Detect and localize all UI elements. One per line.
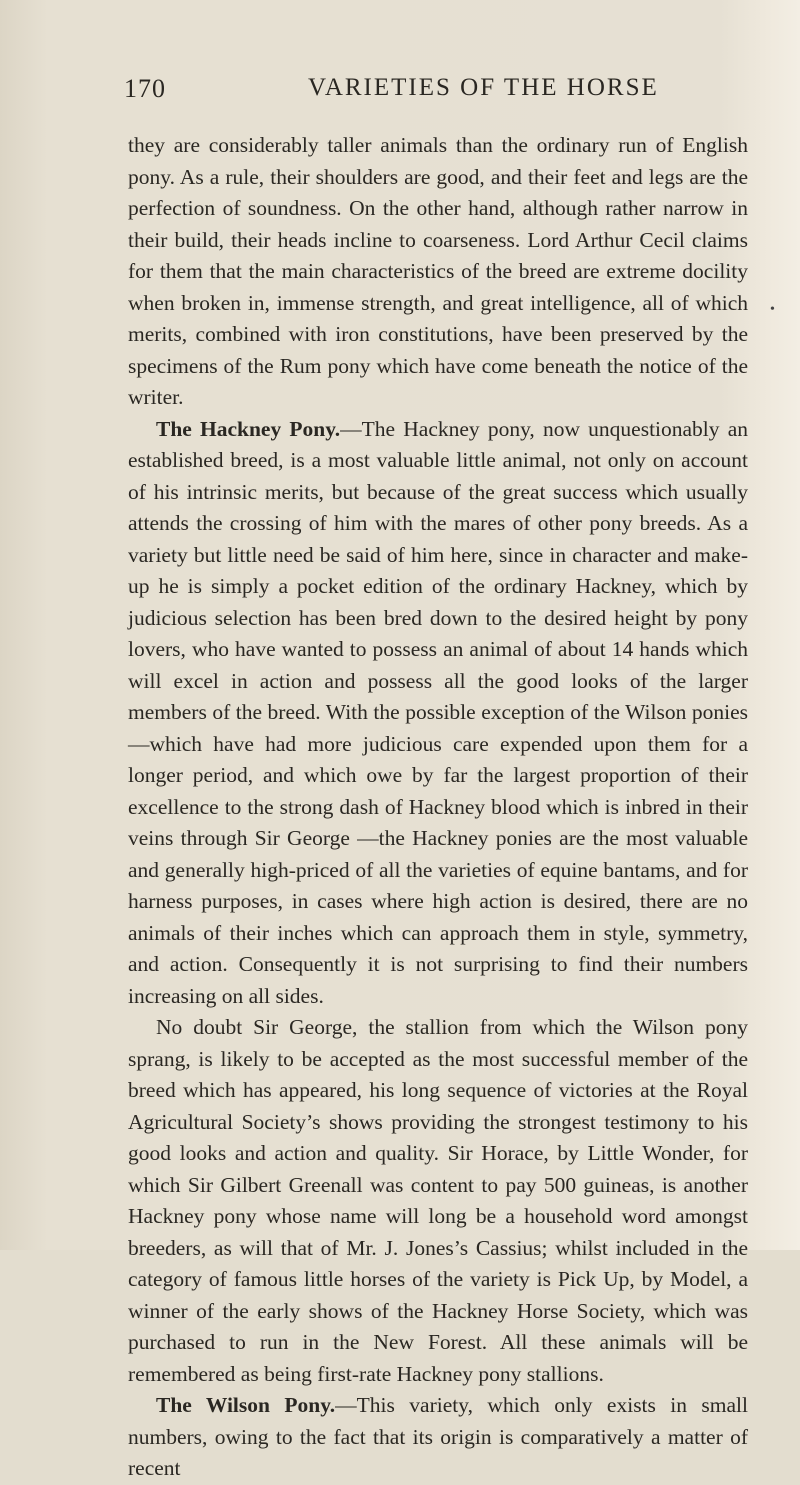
page-number: 170 [124,74,166,103]
margin-mark: • [770,302,775,317]
running-head: VARIETIES OF THE HORSE [308,74,659,101]
body-text [128,130,748,1485]
paragraph [128,1012,748,1390]
paragraph-text: they are considerably taller animals than the ordinary run of English pony. As a rule, their shoulders are good, and their feet and legs are the perfection of soundness. On the other hand, although rather narrow in their build, their heads incline to coarseness. Lord Arthur Cecil claims for them that the main characteristics of the breed are extreme docility when broken in, immense strength, and great intelligence, all of which merits, combined with iron constitutions, have been preserved by the specimens of the Rum pony which have come beneath the notice of the writer. [128,133,748,409]
page-header [124,74,684,110]
paragraph-text: No doubt Sir George, the stallion from which the Wilson pony sprang, is likely to be accepted as the most successful member of the breed which has appeared, his long sequence of victories at the Royal Agricultural Society’s shows providing the strongest testimony to his good looks and action and quality. Sir Horace, by Little Wonder, for which Sir Gilbert Greenall was content to pay 500 guineas, is another Hackney pony whose name will long be a household word amongst breeders, as will that of Mr. J. Jones’s Cassius; whilst included in the category of famous little horses of the variety is Pick Up, by Model, a winner of the early shows of the Hackney Horse Society, which was purchased to run in the New Forest. All these animals will be remembered as being first-rate Hackney pony stallions. [128,1015,748,1386]
section-heading-hackney-pony: The Hackney Pony. [156,416,341,441]
paragraph-text: —This variety, which only exists in small numbers, owing to the fact that its origin is comparatively a matter of recent [128,1393,748,1480]
paragraph [128,414,748,1013]
section-heading-wilson-pony: The Wilson Pony. [156,1393,336,1417]
paragraph [128,130,748,414]
paragraph [128,1390,748,1485]
paragraph-text: —The Hackney pony, now unquestionably an established breed, is a most valuable little animal, not only on account of his intrinsic merits, but because of the great success which usually attends the crossing of him with the mares of other pony breeds. As a variety but little need be said of him here, since in character and make-up he is simply a pocket edition of the ordinary Hackney, which by judicious selection has been bred down to the desired height by pony lovers, who have wanted to possess an animal of about 14 hands which will excel in action and possess all the good looks of the larger members of the breed. With the possible exception of the Wilson ponies—which have had more judicious care expended upon them for a longer period, and which owe by far the largest proportion of their excellence to the strong dash of Hackney blood which is inbred in their veins through Sir George —the Hackney ponies are the most valuable and generally high-priced of all the varieties of equine bantams, and for harness purposes, in cases where high action is desired, there are no animals of their inches which can approach them in style, symmetry, and action. Consequently it is not surprising to find their numbers increasing on all sides. [128,416,748,1008]
